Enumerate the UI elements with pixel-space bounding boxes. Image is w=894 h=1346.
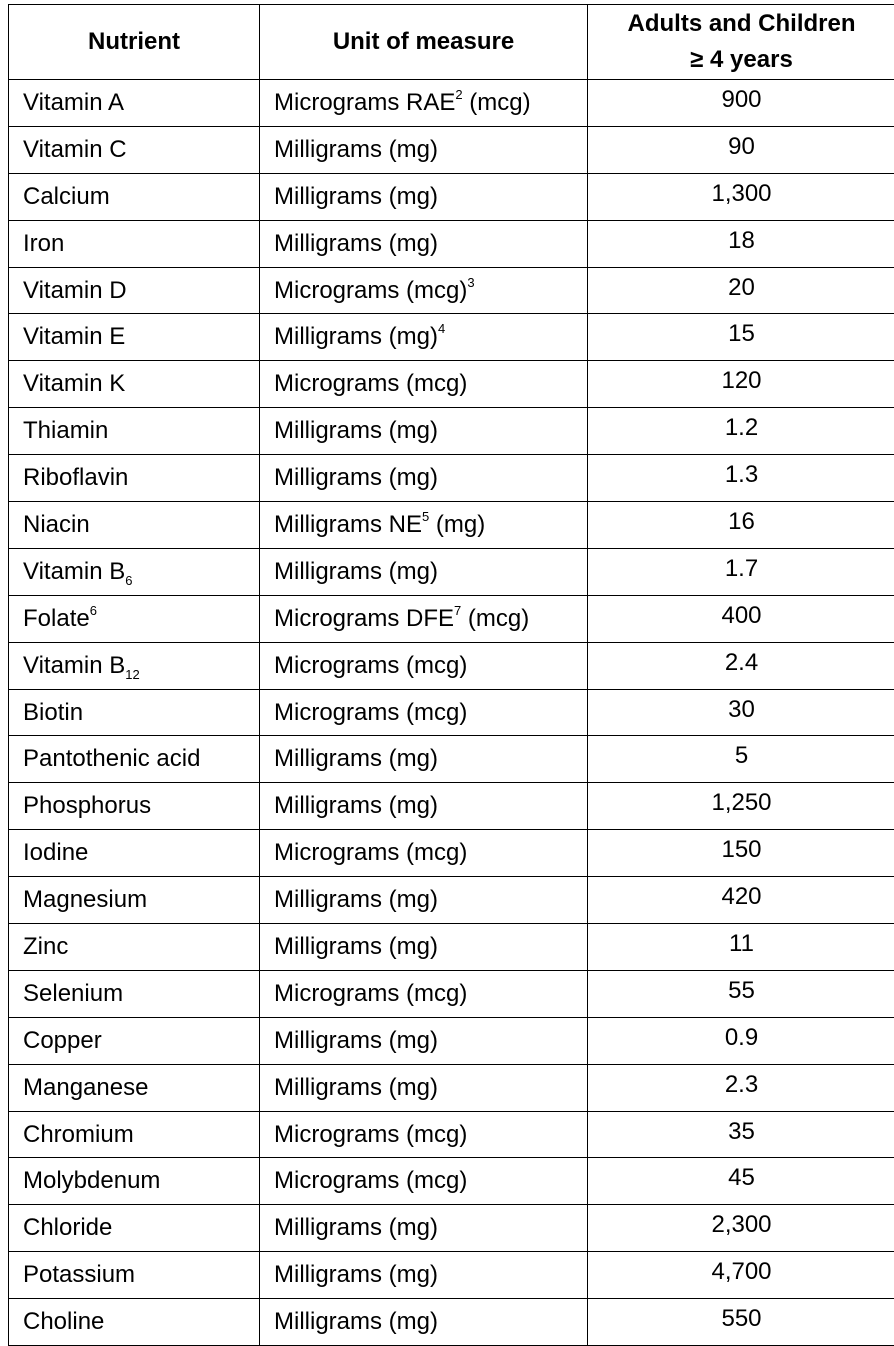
- unit-text: Milligrams (mg): [274, 1074, 438, 1101]
- unit-cell: [260, 830, 588, 877]
- unit-text: Micrograms (mcg): [274, 652, 467, 679]
- nutrient-name: Thiamin: [23, 417, 108, 444]
- nutrient-cell: [9, 173, 260, 220]
- table-row: [9, 361, 894, 408]
- daily-value: 0.9: [588, 1017, 894, 1064]
- nutrient-cell: [9, 1064, 260, 1111]
- nutrient-cell: [9, 924, 260, 971]
- nutrient-name: Vitamin E: [23, 323, 125, 350]
- nutrient-name: Vitamin A: [23, 89, 124, 116]
- header-value: [588, 5, 894, 80]
- unit-text: Micrograms RAE: [274, 89, 455, 116]
- table-row: [9, 642, 894, 689]
- nutrient-name: Vitamin K: [23, 370, 125, 397]
- nutrient-name: Riboflavin: [23, 464, 128, 491]
- table-row: [9, 1064, 894, 1111]
- daily-value: 30: [588, 689, 894, 736]
- unit-text: Micrograms (mcg): [274, 839, 467, 866]
- unit-cell: [260, 689, 588, 736]
- nutrient-cell: [9, 595, 260, 642]
- unit-cell: [260, 548, 588, 595]
- unit-cell: [260, 408, 588, 455]
- header-row: [9, 5, 894, 80]
- daily-value: 1.7: [588, 548, 894, 595]
- unit-cell: [260, 1299, 588, 1346]
- nutrient-cell: [9, 642, 260, 689]
- nutrient-name: Magnesium: [23, 886, 147, 913]
- table-row: [9, 1205, 894, 1252]
- nutrient-name: Manganese: [23, 1074, 148, 1101]
- daily-value: 1,250: [588, 783, 894, 830]
- nutrient-cell: [9, 361, 260, 408]
- nutrient-name: Vitamin B: [23, 652, 125, 679]
- table-header: [9, 5, 894, 80]
- unit-text: Milligrams (mg): [274, 886, 438, 913]
- unit-abbrev: (mcg): [461, 605, 529, 632]
- table-row: [9, 1158, 894, 1205]
- nutrient-name: Calcium: [23, 183, 110, 210]
- unit-cell: [260, 314, 588, 361]
- daily-value: 2,300: [588, 1205, 894, 1252]
- header-unit: Unit of measure: [260, 5, 588, 80]
- unit-text: Milligrams (mg): [274, 933, 438, 960]
- unit-text: Micrograms (mcg): [274, 370, 467, 397]
- table-body: [9, 80, 894, 1346]
- table-row: [9, 408, 894, 455]
- table-row: [9, 689, 894, 736]
- table-row: [9, 80, 894, 127]
- unit-text: Milligrams (mg): [274, 230, 438, 257]
- table-row: [9, 595, 894, 642]
- nutrient-name: Zinc: [23, 933, 68, 960]
- unit-cell: [260, 924, 588, 971]
- unit-text: Milligrams (mg): [274, 1214, 438, 1241]
- daily-value: 550: [588, 1299, 894, 1346]
- nutrient-cell: [9, 314, 260, 361]
- header-value-line1: Adults and Children: [628, 10, 856, 37]
- table-row: [9, 314, 894, 361]
- daily-value: 15: [588, 314, 894, 361]
- nutrient-cell: [9, 1299, 260, 1346]
- nutrient-name: Molybdenum: [23, 1167, 160, 1194]
- unit-cell: [260, 220, 588, 267]
- nutrient-cell: [9, 455, 260, 502]
- nutrient-name: Copper: [23, 1027, 102, 1054]
- daily-value: 45: [588, 1158, 894, 1205]
- nutrient-cell: [9, 80, 260, 127]
- unit-text: Micrograms (mcg): [274, 1167, 467, 1194]
- daily-values-table: [8, 4, 894, 1346]
- nutrient-name-subscript: 6: [125, 573, 132, 588]
- unit-cell: [260, 361, 588, 408]
- nutrient-cell: [9, 970, 260, 1017]
- unit-cell: [260, 173, 588, 220]
- unit-text: Milligrams (mg): [274, 136, 438, 163]
- unit-text: Milligrams NE: [274, 511, 422, 538]
- unit-cell: [260, 1111, 588, 1158]
- nutrient-cell: [9, 1205, 260, 1252]
- unit-text: Micrograms (mcg): [274, 980, 467, 1007]
- nutrient-name: Vitamin D: [23, 277, 127, 304]
- nutrient-name: Choline: [23, 1308, 104, 1335]
- table-row: [9, 877, 894, 924]
- nutrient-name: Niacin: [23, 511, 90, 538]
- daily-value: 120: [588, 361, 894, 408]
- nutrient-name: Vitamin B: [23, 558, 125, 585]
- unit-text: Milligrams (mg): [274, 464, 438, 491]
- header-value-line2: ≥ 4 years: [690, 46, 793, 73]
- nutrient-cell: [9, 1111, 260, 1158]
- unit-cell: [260, 267, 588, 314]
- daily-value: 5: [588, 736, 894, 783]
- daily-value: 150: [588, 830, 894, 877]
- unit-cell: [260, 1252, 588, 1299]
- unit-text: Micrograms DFE: [274, 605, 454, 632]
- unit-footnote: 2: [455, 87, 462, 102]
- daily-value: 90: [588, 126, 894, 173]
- unit-text: Milligrams (mg): [274, 1027, 438, 1054]
- unit-text: Micrograms (mcg): [274, 699, 467, 726]
- unit-text: Milligrams (mg): [274, 558, 438, 585]
- unit-text: Micrograms (mcg): [274, 1121, 467, 1148]
- unit-abbrev: (mcg): [463, 89, 531, 116]
- table-row: [9, 173, 894, 220]
- table-row: [9, 736, 894, 783]
- daily-value: 20: [588, 267, 894, 314]
- unit-footnote: 3: [467, 275, 474, 290]
- unit-text: Milligrams (mg): [274, 1261, 438, 1288]
- nutrient-name: Chloride: [23, 1214, 112, 1241]
- unit-cell: [260, 642, 588, 689]
- daily-value: 18: [588, 220, 894, 267]
- unit-text: Milligrams (mg): [274, 417, 438, 444]
- table-row: [9, 126, 894, 173]
- unit-cell: [260, 877, 588, 924]
- daily-value: 2.3: [588, 1064, 894, 1111]
- nutrient-name: Vitamin C: [23, 136, 127, 163]
- unit-footnote: 5: [422, 509, 429, 524]
- daily-value: 1.2: [588, 408, 894, 455]
- nutrient-name: Iron: [23, 230, 64, 257]
- unit-text: Micrograms (mcg): [274, 277, 467, 304]
- table-row: [9, 1111, 894, 1158]
- daily-value: 16: [588, 502, 894, 549]
- unit-text: Milligrams (mg): [274, 745, 438, 772]
- table-row: [9, 220, 894, 267]
- unit-cell: [260, 783, 588, 830]
- nutrient-cell: [9, 1252, 260, 1299]
- nutrient-name: Phosphorus: [23, 792, 151, 819]
- unit-footnote: 7: [454, 603, 461, 618]
- nutrient-cell: [9, 220, 260, 267]
- unit-text: Milligrams (mg): [274, 183, 438, 210]
- nutrient-cell: [9, 1158, 260, 1205]
- nutrient-cell: [9, 877, 260, 924]
- unit-cell: [260, 595, 588, 642]
- table-row: [9, 924, 894, 971]
- nutrient-cell: [9, 548, 260, 595]
- unit-text: Milligrams (mg): [274, 323, 438, 350]
- table-row: [9, 970, 894, 1017]
- unit-text: Milligrams (mg): [274, 792, 438, 819]
- table-row: [9, 1252, 894, 1299]
- nutrient-name-footnote: 6: [90, 603, 97, 618]
- nutrient-name: Iodine: [23, 839, 88, 866]
- nutrient-cell: [9, 267, 260, 314]
- nutrient-cell: [9, 502, 260, 549]
- nutrient-cell: [9, 408, 260, 455]
- daily-value: 420: [588, 877, 894, 924]
- unit-text: Milligrams (mg): [274, 1308, 438, 1335]
- table-row: [9, 783, 894, 830]
- nutrient-name-subscript: 12: [125, 667, 139, 682]
- unit-cell: [260, 736, 588, 783]
- daily-value: 400: [588, 595, 894, 642]
- nutrient-name: Chromium: [23, 1121, 134, 1148]
- unit-cell: [260, 80, 588, 127]
- nutrient-cell: [9, 830, 260, 877]
- daily-value: 4,700: [588, 1252, 894, 1299]
- unit-cell: [260, 970, 588, 1017]
- unit-cell: [260, 1064, 588, 1111]
- nutrient-cell: [9, 689, 260, 736]
- daily-value: 2.4: [588, 642, 894, 689]
- unit-cell: [260, 1205, 588, 1252]
- daily-value: 11: [588, 924, 894, 971]
- unit-footnote: 4: [438, 321, 445, 336]
- nutrient-cell: [9, 736, 260, 783]
- nutrient-name: Selenium: [23, 980, 123, 1007]
- daily-value: 900: [588, 80, 894, 127]
- daily-value: 55: [588, 970, 894, 1017]
- unit-cell: [260, 126, 588, 173]
- unit-cell: [260, 1017, 588, 1064]
- daily-value: 1,300: [588, 173, 894, 220]
- unit-abbrev: (mg): [429, 511, 485, 538]
- table-row: [9, 1299, 894, 1346]
- nutrient-name: Pantothenic acid: [23, 745, 200, 772]
- unit-cell: [260, 502, 588, 549]
- table-row: [9, 502, 894, 549]
- table-row: [9, 548, 894, 595]
- unit-cell: [260, 455, 588, 502]
- nutrient-cell: [9, 783, 260, 830]
- nutrient-name: Folate: [23, 605, 90, 632]
- table-row: [9, 267, 894, 314]
- table-row: [9, 830, 894, 877]
- nutrient-cell: [9, 126, 260, 173]
- daily-value: 35: [588, 1111, 894, 1158]
- nutrient-name: Biotin: [23, 699, 83, 726]
- header-nutrient: Nutrient: [9, 5, 260, 80]
- daily-value: 1.3: [588, 455, 894, 502]
- nutrient-cell: [9, 1017, 260, 1064]
- unit-cell: [260, 1158, 588, 1205]
- table-row: [9, 455, 894, 502]
- table-row: [9, 1017, 894, 1064]
- nutrient-name: Potassium: [23, 1261, 135, 1288]
